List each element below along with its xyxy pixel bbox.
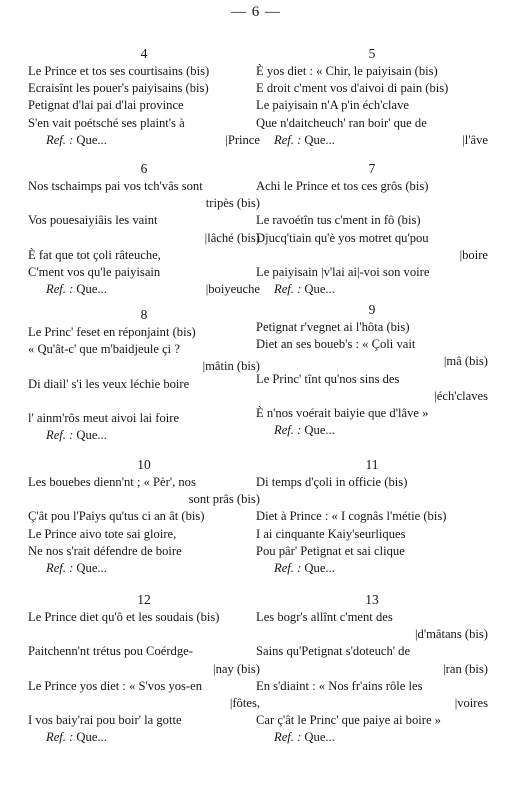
line-continuation: tripès (bis) — [205, 196, 260, 211]
line-continuation: |Prince — [225, 132, 260, 147]
verse-line — [28, 178, 260, 195]
line-text: Djucq'tiain qu'è yos motret qu'pou — [256, 230, 429, 245]
refrain-label: Ref. : Que... — [274, 282, 335, 297]
verse-line — [256, 695, 488, 712]
line-text: Nos tschaimps pai vos tch'vâs sont — [28, 179, 203, 193]
verse-line — [256, 626, 488, 643]
line-text: I vos baiy'rai pou boir' la gotte — [28, 713, 182, 728]
line-text: Car ç'ât le Princ' que paiye ai boire » — [256, 713, 441, 728]
verse-13 — [256, 590, 488, 747]
line-text: Diet à Prince : « I cognâs l'métie (bis) — [256, 509, 447, 524]
refrain-line — [256, 422, 488, 439]
refrain-label: Ref. : Que... — [274, 132, 335, 147]
line-text: Achi le Prince et tos ces grôs (bis) — [256, 179, 429, 193]
verse-line — [28, 474, 260, 491]
verse-line — [28, 63, 260, 80]
refrain-label: Ref. : Que... — [46, 730, 107, 745]
refrain-line — [256, 729, 488, 746]
verse-line — [256, 609, 488, 626]
verse-line — [28, 609, 260, 626]
verse-line — [256, 353, 488, 370]
line-continuation: |ran (bis) — [443, 661, 488, 676]
verse-line — [256, 264, 488, 281]
line-text: Les bogr's allînt c'ment des — [256, 610, 393, 624]
verse-number: 5 — [368, 46, 376, 61]
verse-6 — [28, 159, 260, 298]
verse-line — [28, 543, 260, 560]
verse-5 — [256, 44, 488, 149]
verse-line — [256, 115, 488, 132]
verse-number: 11 — [365, 457, 379, 472]
verse-line — [28, 97, 260, 114]
verse-line — [28, 341, 260, 358]
line-text: Que n'daitcheuch' ran boir' que de — [256, 115, 427, 130]
line-text: I ai cinquante Kaiy'seurliques — [256, 526, 406, 541]
verse-line — [28, 643, 260, 660]
line-text: È n'nos voérait baiyie que d'lâve » — [256, 405, 429, 420]
line-text: E droit c'ment vos d'aivoi di pain (bis) — [256, 81, 449, 96]
line-text: Diet an ses boueb's : « Çoli vait — [256, 337, 416, 352]
refrain-line — [256, 560, 488, 577]
verse-line — [28, 324, 260, 341]
refrain-label: Ref. : Que... — [46, 428, 107, 443]
line-continuation: sont prâs (bis) — [188, 492, 260, 507]
verse-line — [256, 405, 488, 422]
refrain-line — [28, 427, 260, 444]
line-text: Di diail' s'i les veux léchie boire — [28, 376, 190, 391]
refrain-label: Ref. : Que... — [274, 730, 335, 745]
verse-line — [256, 195, 488, 212]
verse-number: 10 — [137, 457, 151, 472]
page-number: — 6 — — [231, 4, 281, 20]
verse-line — [28, 695, 260, 712]
verse-line — [256, 336, 488, 353]
verse-line — [28, 212, 260, 229]
verse-line — [28, 508, 260, 525]
refrain-line — [28, 132, 260, 149]
verse-line — [256, 474, 488, 491]
verse-line — [28, 115, 260, 132]
verse-line — [28, 526, 260, 543]
verse-line — [28, 230, 260, 247]
verse-line — [28, 358, 260, 375]
line-continuation: |fôtes, — [229, 695, 260, 710]
refrain-text: Que... — [301, 423, 335, 438]
verse-line — [256, 526, 488, 543]
line-text: Le Prince aivo tote sai gloire, — [28, 526, 177, 541]
line-text: Petignat d'lai pai d'lai province — [28, 98, 184, 113]
verse-line — [256, 371, 488, 388]
refrain-text: Que... — [301, 730, 335, 745]
line-text: Ecraisînt les pouer's paiyisains (bis) — [28, 81, 209, 96]
verse-line — [28, 678, 260, 695]
verse-7 — [256, 159, 488, 298]
verse-number: 12 — [137, 592, 151, 607]
verse-line — [28, 491, 260, 508]
line-text: Di temps d'çoli in officie (bis) — [256, 475, 408, 489]
line-continuation: |lâché (bis) — [204, 230, 260, 245]
refrain-text: Que... — [73, 428, 107, 443]
verse-11 — [256, 455, 488, 577]
line-text: Petignat r'vegnet ai l'hôta (bis) — [256, 320, 410, 334]
line-text: l' ainm'rôs meut aivoi lai foire — [28, 410, 180, 425]
refrain-text: Que... — [73, 132, 107, 147]
verse-line — [28, 410, 260, 427]
verse-line — [28, 264, 260, 281]
line-continuation: |mâtin (bis) — [202, 359, 260, 374]
verse-line — [256, 247, 488, 264]
verse-line — [28, 626, 260, 643]
line-text: Le Princ' tînt qu'nos sins des — [256, 371, 400, 386]
refrain-line — [28, 560, 260, 577]
verse-line — [256, 643, 488, 660]
verse-line — [256, 543, 488, 560]
verse-line — [28, 195, 260, 212]
refrain-line — [256, 281, 488, 298]
line-text: È yos diet : « Chir, le paiyisain (bis) — [256, 64, 438, 78]
verse-line — [256, 712, 488, 729]
verse-4 — [28, 44, 260, 149]
line-continuation: |mâ (bis) — [443, 354, 488, 369]
verse-line — [256, 388, 488, 405]
refrain-label: Ref. : Que... — [46, 132, 107, 147]
line-text: Le paiyisain n'A p'in éch'clave — [256, 98, 409, 113]
line-continuation: |éch'claves — [434, 388, 488, 403]
line-text: Le paiyisain |v'lai ai|-voi son voire — [256, 264, 430, 279]
line-text: « Qu'ât-c' que m'baidjeule çi ? — [28, 342, 180, 357]
line-text: Paitchenn'nt trétus pou Coérdge- — [28, 644, 193, 659]
refrain-line — [256, 132, 488, 149]
verse-line — [28, 393, 260, 410]
line-text: Vos pouesaiyiâis les vaint — [28, 213, 158, 228]
verse-line — [28, 247, 260, 264]
verse-line — [28, 376, 260, 393]
line-text: Sains qu'Petignat s'doteuch' de — [256, 644, 411, 659]
line-continuation: |nay (bis) — [213, 661, 260, 676]
refrain-label: Ref. : Que... — [46, 282, 107, 297]
verse-line — [256, 678, 488, 695]
line-text: C'ment vos qu'le paiyisain — [28, 264, 161, 279]
refrain-label: Ref. : Que... — [46, 560, 107, 575]
verse-line — [256, 661, 488, 678]
refrain-text: Que... — [73, 730, 107, 745]
verse-line — [256, 508, 488, 525]
verse-10 — [28, 455, 260, 577]
refrain-text: Que... — [301, 560, 335, 575]
verse-line — [256, 80, 488, 97]
line-text: Ç'ât pou l'Paiys qu'tus ci an ât (bis) — [28, 509, 205, 524]
refrain-line — [28, 281, 260, 298]
line-text: S'en vait poétsché ses plaint's à — [28, 115, 185, 130]
verse-line — [256, 491, 488, 508]
refrain-text: Que... — [301, 132, 335, 147]
refrain-label: Ref. : Que... — [274, 560, 335, 575]
line-text: Le Princ' feset en réponjaint (bis) — [28, 325, 196, 339]
line-text: Les bouebes dienn'nt ; « Pèr', nos — [28, 475, 196, 489]
refrain-label: Ref. : Que... — [274, 423, 335, 438]
refrain-line — [28, 729, 260, 746]
verse-number: 7 — [368, 161, 376, 176]
line-continuation: |boire — [459, 247, 488, 262]
line-text: Ne nos s'rait défendre de boire — [28, 543, 182, 558]
line-text: En s'diaint : « Nos fr'ains rôle les — [256, 678, 423, 693]
verse-line — [256, 178, 488, 195]
verse-line — [256, 230, 488, 247]
line-text: È fat que tot çoli râteuche, — [28, 247, 161, 262]
verse-number: 8 — [140, 307, 148, 322]
verse-number: 4 — [140, 46, 148, 61]
line-text: Pou pâr' Petignat et sai clique — [256, 543, 405, 558]
verse-line — [28, 661, 260, 678]
verse-number: 6 — [140, 161, 148, 176]
line-continuation: |l'âve — [462, 132, 488, 147]
verse-line — [28, 80, 260, 97]
verse-line — [256, 63, 488, 80]
verse-line — [256, 319, 488, 336]
verse-number: 9 — [368, 302, 376, 317]
verse-12 — [28, 590, 260, 747]
refrain-text: Que... — [73, 282, 107, 297]
refrain-text: Que... — [301, 282, 335, 297]
line-text: Le Prince et tos ses courtisains (bis) — [28, 64, 210, 78]
verse-line — [28, 712, 260, 729]
line-text: Le Prince yos diet : « S'vos yos-en — [28, 678, 203, 693]
verse-line — [256, 212, 488, 229]
line-text: Le ravoétîn tus c'ment in fô (bis) — [256, 213, 421, 228]
verse-line — [256, 97, 488, 114]
verse-8 — [28, 305, 260, 444]
line-continuation: |boiyeuche — [205, 282, 260, 297]
line-continuation: |voires — [454, 695, 488, 710]
line-text: Le Prince diet qu'ô et les soudais (bis) — [28, 610, 220, 624]
line-continuation: |d'mâtans (bis) — [415, 627, 488, 642]
refrain-text: Que... — [73, 560, 107, 575]
verse-number: 13 — [365, 592, 379, 607]
verse-9 — [256, 300, 488, 439]
